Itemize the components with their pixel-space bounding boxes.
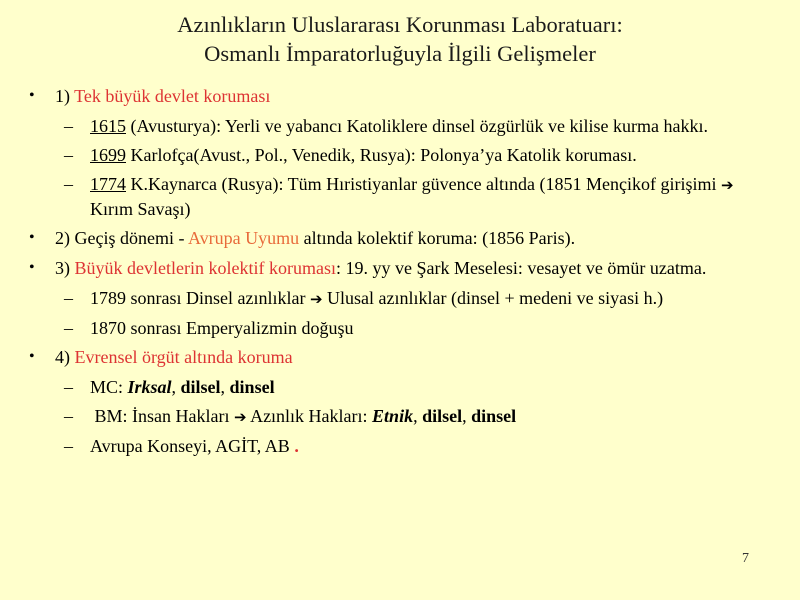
term-dilsel: dilsel (180, 377, 221, 397)
slide-title (0, 10, 800, 68)
sub-item-text: Avrupa Konseyi, AGİT, AB (90, 436, 295, 456)
item-number: 1) (55, 86, 75, 106)
sub-item-text: (Avusturya): Yerli ve yabancı Katoliklere dinsel özgürlük ve kilise kurma hakkı. (126, 116, 709, 136)
item-heading: Evrensel örgüt altında koruma (74, 347, 293, 367)
sub-item-text: MC: (90, 377, 128, 397)
separator: , (171, 377, 181, 397)
arrow-right-icon: ➔ (721, 176, 734, 194)
list-item-2 (29, 226, 745, 250)
item-text-pre: 2) Geçiş dönemi - (55, 228, 188, 248)
term-dinsel: dinsel (229, 377, 275, 397)
arrow-right-icon: ➔ (309, 290, 323, 308)
term-dinsel: dinsel (471, 406, 517, 426)
item-text-post: altında kolektif koruma: (1856 Paris). (299, 228, 576, 248)
dash-icon: – (64, 406, 73, 426)
item-heading: Büyük devletlerin kolektif koruması (74, 258, 336, 278)
separator: , (413, 406, 423, 426)
term-irksal: Irksal (127, 377, 172, 397)
red-dot: . (294, 436, 299, 456)
sub-item-bm (64, 404, 750, 429)
title-line-2: Osmanlı İmparatorluğuyla İlgili Gelişmeler (204, 41, 596, 66)
dash-icon: – (64, 288, 73, 308)
bullet-icon: • (29, 348, 35, 365)
dash-icon: – (64, 318, 73, 338)
dash-icon: – (64, 436, 73, 456)
term-etnik: Etnik (372, 406, 414, 426)
slide-content (0, 84, 800, 463)
item-highlight: Avrupa Uyumu (187, 228, 300, 248)
year: 1699 (90, 145, 126, 165)
dash-icon: – (64, 377, 73, 397)
arrow-right-icon: ➔ (233, 408, 247, 426)
sub-item-avrupa (64, 434, 750, 458)
sub-item-text: BM: İnsan Hakları (90, 406, 234, 426)
term-dilsel: dilsel (422, 406, 463, 426)
page-number: 7 (742, 551, 749, 566)
title-line-1: Azınlıkların Uluslararası Korunması Laboratuarı: (177, 12, 623, 37)
sub-item-1615 (64, 114, 750, 138)
item-number: 3) (55, 258, 75, 278)
sub-item-1870 (64, 316, 750, 340)
item-heading: Tek büyük devlet koruması (74, 86, 271, 106)
year: 1774 (90, 174, 126, 194)
sub-item-1699 (64, 143, 750, 167)
sub-item-mc (64, 375, 750, 399)
item-text-post: : 19. yy ve Şark Meselesi: vesayet ve ömür uzatma. (335, 258, 707, 278)
separator: , (462, 406, 472, 426)
list-item-4 (29, 345, 745, 369)
list-item-1 (29, 84, 745, 108)
bullet-icon: • (29, 87, 35, 104)
sub-item-1789 (64, 286, 750, 311)
sub-item-text-mid: Azınlık Hakları: (246, 406, 373, 426)
list-item-3 (29, 256, 745, 280)
sub-item-1774 (64, 172, 750, 221)
dash-icon: – (64, 145, 73, 165)
item-number: 4) (55, 347, 75, 367)
sub-item-text: K.Kaynarca (Rusya): Tüm Hıristiyanlar güvence altında (1851 Mençikof girişimi (126, 174, 722, 194)
sub-item-text-end: Kırım Savaşı) (90, 199, 191, 219)
sub-item-text-end: Ulusal azınlıklar (dinsel + medeni ve siyasi h.) (322, 288, 664, 308)
bullet-icon: • (29, 229, 35, 246)
bullet-icon: • (29, 259, 35, 276)
dash-icon: – (64, 174, 73, 194)
sub-item-text: 1870 sonrası Emperyalizmin doğuşu (90, 318, 354, 338)
year: 1615 (90, 116, 126, 136)
separator: , (220, 377, 230, 397)
sub-item-text: 1789 sonrası Dinsel azınlıklar (90, 288, 310, 308)
dash-icon: – (64, 116, 73, 136)
sub-item-text: Karlofça(Avust., Pol., Venedik, Rusya): Polonya’ya Katolik koruması. (126, 145, 637, 165)
